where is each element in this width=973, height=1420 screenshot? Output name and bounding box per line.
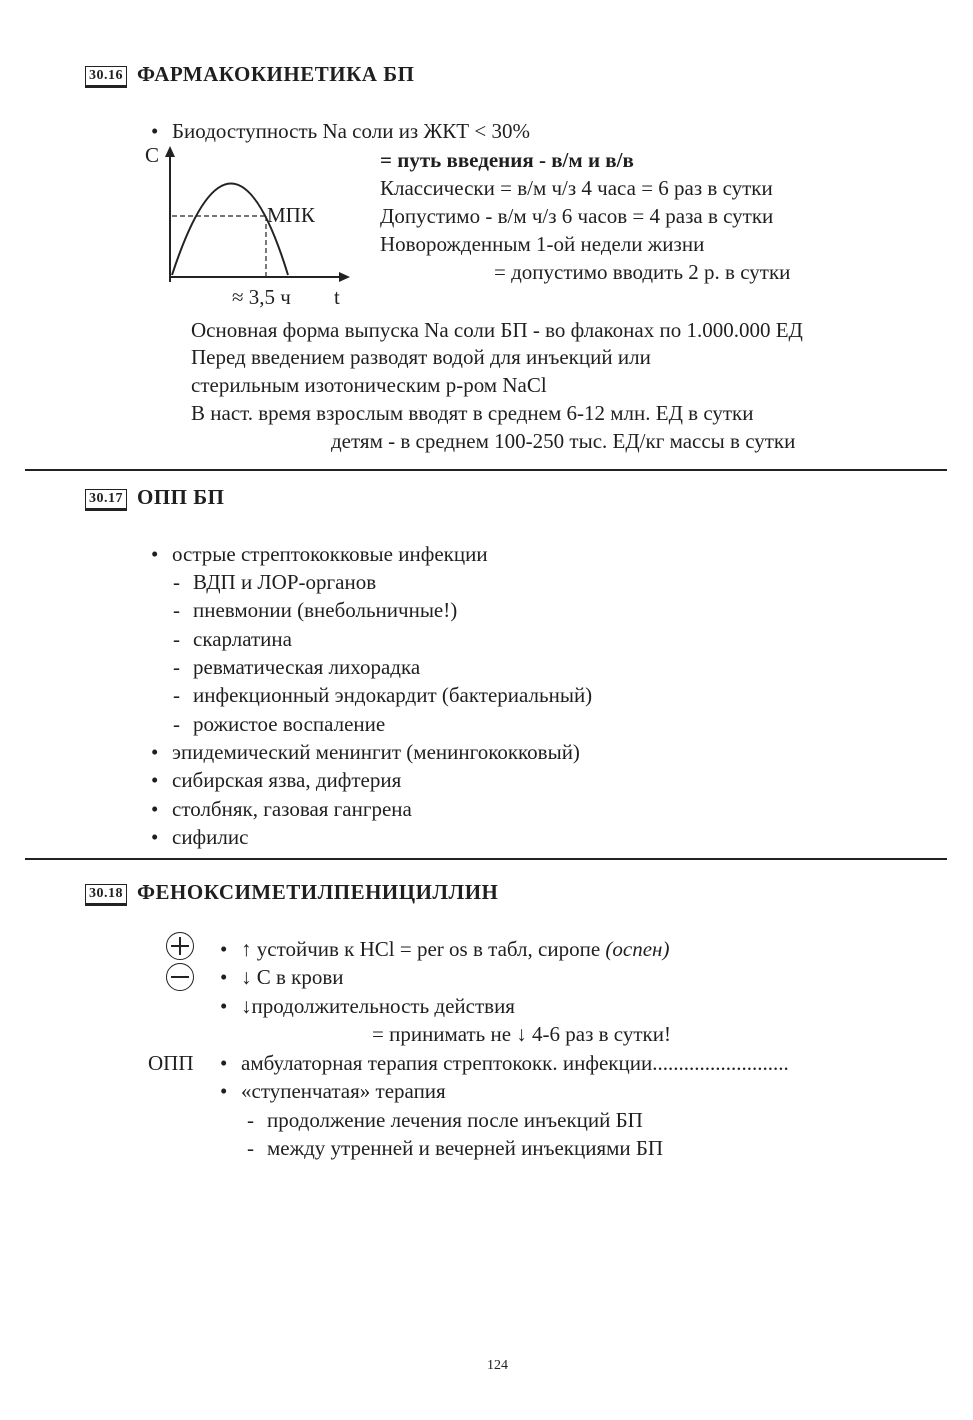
section-title: ФЕНОКСИМЕТИЛПЕНИЦИЛЛИН: [137, 880, 499, 904]
opp-sub-item: - продолжение лечения после инъекций БП: [267, 1107, 643, 1133]
graph-x-label: t: [334, 285, 340, 309]
sub-list-item: - пневмонии (внебольничные!): [193, 597, 457, 623]
sub-list-item: - инфекционный эндокардит (бактериальный): [193, 682, 592, 708]
section-divider: [25, 858, 947, 860]
plus-circle-icon: [166, 932, 194, 960]
disadvantage-line-2: • ↓продолжительность действия: [241, 993, 515, 1019]
page-number: 124: [487, 1358, 508, 1373]
dosing-frequency-line: = принимать не ↓ 4-6 раз в сутки!: [372, 1022, 671, 1046]
route-line: = путь введения - в/м и в/в: [380, 148, 634, 172]
sub-list-item: - ВДП и ЛОР-органов: [193, 569, 376, 595]
disadvantage-line-1: • ↓ C в крови: [241, 964, 344, 990]
y-axis-arrow: [165, 146, 175, 157]
para-line-5: детям - в среднем 100-250 тыс. ЕД/кг массы в сутки: [331, 429, 796, 453]
para-line-3: стерильным изотоническим р-ром NaCl: [191, 373, 547, 397]
x-axis-arrow: [339, 272, 350, 282]
section-number: 30.17: [85, 489, 127, 511]
section-heading-30-16: [85, 62, 414, 88]
minus-circle-icon: [166, 963, 194, 991]
opp-item-2: • «ступенчатая» терапия: [241, 1078, 446, 1104]
bioavailability-bullet: • Биодоступность Na соли из ЖКТ < 30%: [172, 118, 530, 144]
opp-label: ОПП: [148, 1051, 194, 1075]
para-line-4: В наст. время взрослым вводят в среднем 6-12 млн. ЕД в сутки: [191, 401, 754, 425]
sub-list-item: - скарлатина: [193, 626, 292, 652]
graph-y-label: C: [145, 143, 160, 167]
section-heading-30-18: [85, 880, 498, 906]
newborn-line: Новорожденным 1-ой недели жизни: [380, 232, 705, 256]
sub-list-item: - ревматическая лихорадка: [193, 654, 420, 680]
para-line-2: Перед введением разводят водой для инъекций или: [191, 345, 651, 369]
list-item: • сифилис: [172, 824, 248, 850]
section-title: ОПП БП: [137, 485, 225, 509]
graph-curve-label: МПК: [267, 203, 315, 227]
newborn-dosing-line: = допустимо вводить 2 р. в сутки: [494, 260, 791, 284]
list-item: • острые стрептококковые инфекции: [172, 541, 488, 567]
graph-x-tick: ≈ 3,5 ч: [232, 285, 291, 309]
opp-sub-item: - между утренней и вечерней инъекциями БП: [267, 1135, 663, 1161]
sub-list-item: - рожистое воспаление: [193, 711, 385, 737]
opp-item-1: • амбулаторная терапия стрептококк. инфекции..........................: [241, 1050, 789, 1076]
section-number: 30.18: [85, 884, 127, 906]
list-item: • эпидемический менингит (менингококковый): [172, 739, 580, 765]
acceptable-dosing-line: Допустимо - в/м ч/з 6 часов = 4 раза в сутки: [380, 204, 774, 228]
concentration-curve: [172, 184, 288, 276]
advantage-line: • ↑ устойчив к HCl = per os в табл, сиропе (оспен): [241, 936, 669, 962]
list-item: • столбняк, газовая гангрена: [172, 796, 412, 822]
classic-dosing-line: Классически = в/м ч/з 4 часа = 6 раз в сутки: [380, 176, 773, 200]
section-divider: [25, 469, 947, 471]
section-number: 30.16: [85, 66, 127, 88]
section-title: ФАРМАКОКИНЕТИКА БП: [137, 62, 415, 86]
list-item: • сибирская язва, дифтерия: [172, 767, 401, 793]
para-line-1: Основная форма выпуска Na соли БП - во флаконах по 1.000.000 ЕД: [191, 318, 803, 342]
section-heading-30-17: [85, 485, 224, 511]
